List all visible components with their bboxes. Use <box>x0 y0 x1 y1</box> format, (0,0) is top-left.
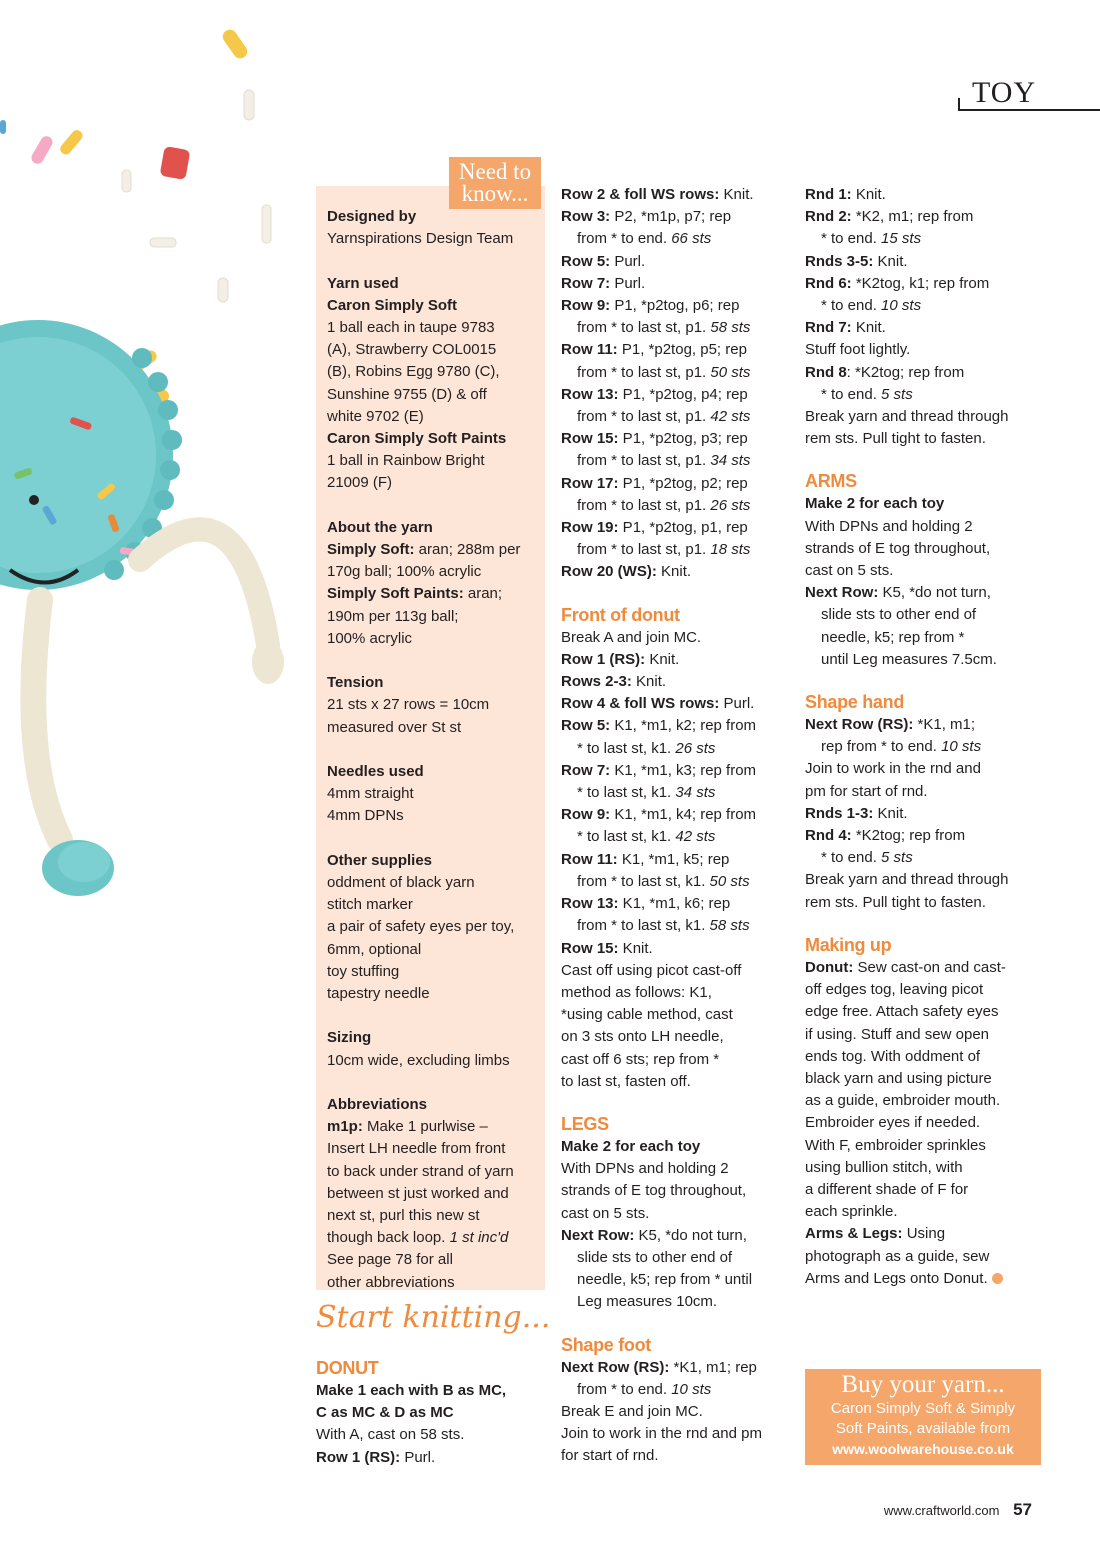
yarn2-name: Caron Simply Soft Paints <box>327 430 507 448</box>
row-text: Purl. <box>610 274 646 292</box>
rnd-2 <box>805 206 1041 228</box>
shape-foot-heading: Shape foot <box>561 1334 651 1355</box>
hand-next-row <box>805 714 1041 736</box>
legs-heading: LEGS <box>561 1113 609 1134</box>
making-text: off edges tog, leaving picot <box>805 981 984 999</box>
stitch-count: 10 sts <box>881 297 922 315</box>
row-text: from * to last st, p1. <box>577 363 711 381</box>
hand-rnd-4 <box>805 825 1041 847</box>
foot-next-cont <box>561 1379 793 1401</box>
row-text: Purl. <box>610 252 646 270</box>
section-rule <box>958 109 1100 111</box>
making-donut-label: Donut: <box>805 958 854 976</box>
row-label: Row 15: <box>561 939 619 957</box>
donut-make-line: Make 1 each with B as MC, <box>316 1382 507 1399</box>
need-to-know-content <box>327 206 539 1316</box>
row-text: from * to last st, p1. <box>577 319 711 337</box>
making-text: if using. Stuff and sew open <box>805 1025 990 1043</box>
abbrev-label: Abbreviations <box>327 1096 428 1114</box>
row-label: Next Row: <box>561 1226 635 1244</box>
row-label: Rnds 3-5: <box>805 252 874 270</box>
row-text: Knit. <box>851 186 886 203</box>
row-label: Row 9: <box>561 806 611 824</box>
abbrev-line: though back loop. <box>327 1229 450 1247</box>
arms-line: cast on 5 sts. <box>805 562 894 580</box>
tension-line: 21 sts x 27 rows = 10cm <box>327 696 490 714</box>
legs-next-row <box>561 1225 793 1247</box>
yarn-used-section <box>327 273 539 495</box>
yarn1-name: Caron Simply Soft <box>327 296 458 314</box>
row-label: Row 2 & foll WS rows: <box>561 186 720 203</box>
yarn1-line: Sunshine 9755 (D) & off <box>327 385 487 403</box>
break-line: Break yarn and thread through <box>805 408 1009 426</box>
legs-line: cast on 5 sts. <box>561 1204 650 1222</box>
row-text: Knit. <box>873 804 908 822</box>
row-5 <box>561 251 793 273</box>
buy-line: Soft Paints, available from <box>835 1420 1011 1437</box>
castoff-line: Cast off using picot cast-off <box>561 961 742 979</box>
making-text: photograph as a guide, sew <box>805 1247 990 1265</box>
front-row-9 <box>561 804 793 826</box>
legs-line: With DPNs and holding 2 <box>561 1160 729 1178</box>
row-label: Rnds 1-3: <box>805 804 874 822</box>
row-text: : *K2tog; rep from <box>846 363 965 381</box>
row-text: from * to last st, k1. <box>577 917 710 935</box>
footer-site-link[interactable]: www.craftworld.com <box>883 1503 1000 1518</box>
row-text: P1, *p2tog, p4; rep <box>618 385 748 403</box>
supplies-label: Other supplies <box>327 851 433 869</box>
tension-label: Tension <box>327 674 384 692</box>
arms-legs-line <box>805 1223 1041 1245</box>
row-text: *K1, m1; <box>913 716 976 734</box>
rnd-7 <box>805 317 1041 339</box>
stitch-count: 66 sts <box>671 230 712 248</box>
about2-line: 190m per 113g ball; <box>327 607 459 625</box>
front-row-11 <box>561 849 793 871</box>
donut-heading: DONUT <box>316 1358 379 1378</box>
about1-line: 170g ball; 100% acrylic <box>327 563 482 581</box>
row-label: Rnd 6: <box>805 274 852 292</box>
page-number: 57 <box>1013 1500 1032 1519</box>
front-rows-2-3 <box>561 671 793 693</box>
making-text: edge free. Attach safety eyes <box>805 1003 999 1021</box>
start-knitting-heading: Start knitting... <box>316 1300 551 1335</box>
making-text: using bullion stitch, with <box>805 1158 963 1176</box>
foot-next-row <box>561 1357 793 1379</box>
need-to-know-tab: Need to know... <box>449 157 541 209</box>
about-label: About the yarn <box>327 518 433 536</box>
abbrev-see: other abbreviations <box>327 1273 455 1291</box>
donut-toy-photo <box>0 0 310 900</box>
abbreviations-section <box>327 1094 539 1294</box>
stitch-count: 50 sts <box>709 872 750 890</box>
row-text: Knit. <box>719 186 754 203</box>
hand-line: pm for start of rnd. <box>805 782 928 800</box>
stitch-count: 58 sts <box>710 319 751 337</box>
yarn2-line: 21009 (F) <box>327 474 393 492</box>
buy-line: Caron Simply Soft & Simply <box>830 1400 1016 1417</box>
row-19 <box>561 517 793 539</box>
pattern-column-1 <box>561 184 793 1468</box>
rnd-6 <box>805 273 1041 295</box>
rnds-3-5 <box>805 251 1041 273</box>
row-text: from * to last st, k1. <box>577 872 710 890</box>
arms-legs-label: Arms & Legs: <box>805 1225 903 1243</box>
front-row-7 <box>561 760 793 782</box>
about1-line: aran; 288m per <box>414 541 521 559</box>
hand-rnds-1-3 <box>805 803 1041 825</box>
legs-next-cont: slide sts to other end of <box>577 1248 733 1266</box>
row-11 <box>561 339 793 361</box>
row-text: Knit. <box>618 939 653 957</box>
making-text: ends tog. With oddment of <box>805 1047 981 1065</box>
about2-name: Simply Soft Paints: <box>327 585 464 603</box>
row-label: Row 19: <box>561 519 619 537</box>
front-row-5 <box>561 715 793 737</box>
row-label: Row 1 (RS): <box>561 650 646 668</box>
front-of-donut-heading: Front of donut <box>561 604 680 625</box>
making-up-heading: Making up <box>805 934 892 955</box>
row-text: Knit. <box>851 319 886 337</box>
arms-line: With DPNs and holding 2 <box>805 517 973 535</box>
abbrev-line: Insert LH needle from front <box>327 1140 506 1158</box>
row-label: Row 13: <box>561 895 619 913</box>
needles-section <box>327 761 539 828</box>
castoff-line: method as follows: K1, <box>561 983 712 1001</box>
donut-section <box>316 1356 546 1469</box>
row-text: from * to end. <box>577 1380 672 1398</box>
stuff-foot: Stuff foot lightly. <box>805 341 911 359</box>
row-text: from * to last st, p1. <box>577 541 711 559</box>
row-text: P1, *p2tog, p2; rep <box>618 474 748 492</box>
row-label: Rnd 1: <box>805 186 852 203</box>
stitch-count: 34 sts <box>710 452 751 470</box>
sizing-value: 10cm wide, excluding limbs <box>327 1051 510 1069</box>
hand-break-line: rem sts. Pull tight to fasten. <box>805 893 986 911</box>
tension-line: measured over St st <box>327 718 462 736</box>
row-text: P1, *p2tog, p6; rep <box>610 297 740 315</box>
row-text: Knit. <box>631 673 667 691</box>
stitch-count: 15 sts <box>881 230 922 248</box>
row-13 <box>561 384 793 406</box>
stitch-count: 42 sts <box>710 408 751 426</box>
yarn2-line: 1 ball in Rainbow Bright <box>327 452 485 470</box>
row-text: from * to last st, p1. <box>577 452 711 470</box>
row-label: Rnd 4: <box>805 827 852 845</box>
row-text: K1, *m1, k5; rep <box>617 850 730 868</box>
row-text: * to end. <box>821 849 882 867</box>
row-label: Next Row (RS): <box>561 1358 670 1376</box>
row-13-cont <box>561 406 793 428</box>
row-label: Row 4 & foll WS rows: <box>561 695 720 713</box>
row-text: P2, *m1p, p7; rep <box>610 208 732 226</box>
row-17 <box>561 473 793 495</box>
row-text: Knit. <box>656 563 692 581</box>
front-row-7-cont <box>561 782 793 804</box>
row-9-cont <box>561 317 793 339</box>
row-text: from * to end. <box>577 230 672 248</box>
row-19-cont <box>561 539 793 561</box>
stitch-count: 42 sts <box>675 828 716 846</box>
abbrev-term: m1p: <box>327 1118 363 1136</box>
designer: Yarnspirations Design Team <box>327 230 514 248</box>
about-yarn-section <box>327 517 539 650</box>
row-text: P1, *p2tog, p5; rep <box>617 341 747 359</box>
row-label: Row 5: <box>561 717 611 735</box>
row-text: Purl. <box>719 695 755 713</box>
row-label: Rows 2-3: <box>561 673 632 691</box>
arms-next-row <box>805 582 1041 604</box>
stitch-count: 26 sts <box>710 496 751 514</box>
arms-line: strands of E tog throughout, <box>805 539 991 557</box>
row-text: Knit. <box>645 650 680 668</box>
rnd-6-cont <box>805 295 1041 317</box>
row-text: K1, *m1, k4; rep from <box>610 806 757 824</box>
foot-line: for start of rnd. <box>561 1447 659 1465</box>
arms-next-cont: until Leg measures 7.5cm. <box>821 650 997 668</box>
sizing-label: Sizing <box>327 1029 372 1047</box>
row-label: Rnd 7: <box>805 319 852 337</box>
row-label: Row 5: <box>561 252 611 270</box>
yarn1-line: (B), Robins Egg 9780 (C), <box>327 363 500 381</box>
hand-rnd-4-cont <box>805 847 1041 869</box>
stitch-count: 50 sts <box>710 363 751 381</box>
arms-next-cont: slide sts to other end of <box>821 606 977 624</box>
stitch-count: 10 sts <box>671 1380 712 1398</box>
abbrev-line: between st just worked and <box>327 1184 509 1202</box>
arms-legs-end <box>805 1268 1041 1290</box>
row-text: *K2tog; rep from <box>851 827 966 845</box>
tension-section <box>327 672 539 739</box>
making-text: With F, embroider sprinkles <box>805 1136 986 1154</box>
row-label: Row 3: <box>561 208 611 226</box>
supplies-section <box>327 850 539 1005</box>
row-text: K5, *do not turn, <box>878 584 991 602</box>
row-text: P1, *p2tog, p3; rep <box>618 430 748 448</box>
row-11-cont <box>561 362 793 384</box>
row-15-cont <box>561 450 793 472</box>
row-text: K5, *do not turn, <box>634 1226 747 1244</box>
row-text: Knit. <box>873 252 908 270</box>
needles-line: 4mm straight <box>327 785 414 803</box>
making-text: black yarn and using picture <box>805 1069 992 1087</box>
row-label: Row 7: <box>561 761 611 779</box>
row-text: * to end. <box>821 385 882 403</box>
making-donut-line <box>805 957 1041 979</box>
row-label: Row 17: <box>561 474 619 492</box>
row-label: Row 11: <box>561 850 618 868</box>
making-text: a different shade of F for <box>805 1180 969 1198</box>
row-20 <box>561 561 793 583</box>
rnd-8-cont <box>805 384 1041 406</box>
sizing-section <box>327 1027 539 1071</box>
about2-line: aran; <box>463 585 503 603</box>
row-text: * to last st, k1. <box>577 739 676 757</box>
row-9 <box>561 295 793 317</box>
castoff-line: to last st, fasten off. <box>561 1072 691 1090</box>
front-row-9-cont <box>561 826 793 848</box>
front-row-11-cont <box>561 871 793 893</box>
front-row-1 <box>561 649 793 671</box>
castoff-line: on 3 sts onto LH needle, <box>561 1028 724 1046</box>
row-label: Row 13: <box>561 385 619 403</box>
making-text: each sprinkle. <box>805 1203 898 1221</box>
supplies-line: stitch marker <box>327 896 413 914</box>
legs-next-cont: needle, k5; rep from * until <box>577 1271 753 1289</box>
row-label: Next Row (RS): <box>805 716 914 734</box>
page-footer <box>884 1500 1032 1520</box>
designed-by-label: Designed by <box>327 208 417 225</box>
row-3-cont <box>561 228 793 250</box>
yarn1-line: white 9702 (E) <box>327 407 424 425</box>
arms-make: Make 2 for each toy <box>805 495 945 513</box>
arms-next-cont: needle, k5; rep from * <box>821 628 965 646</box>
buy-url-link[interactable]: www.woolwarehouse.co.uk <box>832 1441 1014 1457</box>
stitch-count: 26 sts <box>675 739 716 757</box>
section-label: TOY <box>972 76 1037 109</box>
row-text: Purl. <box>400 1448 436 1466</box>
row-text: * to end. <box>821 297 882 315</box>
row-text: rep from * to end. <box>821 738 942 756</box>
row-label: Next Row: <box>805 584 879 602</box>
front-row-13-cont <box>561 915 793 937</box>
supplies-line: toy stuffing <box>327 962 400 980</box>
stitch-count: 34 sts <box>675 784 716 802</box>
stitch-count: 58 sts <box>709 917 750 935</box>
row-text: *K2, m1; rep from <box>851 208 974 226</box>
arms-heading: ARMS <box>805 471 857 492</box>
front-intro: Break A and join MC. <box>561 628 702 646</box>
row-text: from * to last st, p1. <box>577 408 711 426</box>
row-label: Row 15: <box>561 430 619 448</box>
foot-line: Break E and join MC. <box>561 1402 703 1420</box>
yarn-used-label: Yarn used <box>327 274 399 292</box>
legs-make: Make 2 for each toy <box>561 1137 701 1155</box>
row-text: * to end. <box>821 230 882 248</box>
front-row-15 <box>561 938 793 960</box>
row-label: Row 7: <box>561 274 611 292</box>
row-text: *K1, m1; rep <box>669 1358 757 1376</box>
row-label: Row 1 (RS): <box>316 1448 401 1466</box>
making-text: Sew cast-on and cast- <box>853 958 1006 976</box>
buy-your-yarn-box <box>805 1369 1041 1465</box>
yarn1-line: 1 ball each in taupe 9783 <box>327 319 495 336</box>
row-text: K1, *m1, k2; rep from <box>610 717 757 735</box>
legs-line: strands of E tog throughout, <box>561 1182 747 1200</box>
row-17-cont <box>561 495 793 517</box>
yarn-ball-end-icon <box>992 1273 1003 1284</box>
supplies-line: a pair of safety eyes per toy, <box>327 918 515 936</box>
supplies-line: tapestry needle <box>327 985 430 1003</box>
front-row-13 <box>561 893 793 915</box>
needles-line: 4mm DPNs <box>327 807 404 825</box>
about1-name: Simply Soft: <box>327 541 415 559</box>
row-label: Row 20 (WS): <box>561 563 657 581</box>
abbrev-inc: 1 st inc'd <box>449 1229 509 1247</box>
row-text: P1, *p2tog, p1, rep <box>618 519 748 537</box>
making-text: Arms and Legs onto Donut. <box>805 1269 988 1287</box>
front-row-5-cont <box>561 738 793 760</box>
rnd-8 <box>805 362 1041 384</box>
donut-cast-on: With A, cast on 58 sts. <box>316 1426 465 1444</box>
pattern-column-2 <box>805 184 1041 1290</box>
row-text: *K2tog, k1; rep from <box>851 274 990 292</box>
row-3 <box>561 206 793 228</box>
making-text: Embroider eyes if needed. <box>805 1114 981 1132</box>
about2-line: 100% acrylic <box>327 629 413 647</box>
shape-hand-heading: Shape hand <box>805 692 905 713</box>
abbrev-line: to back under strand of yarn <box>327 1162 514 1180</box>
yarn1-line: (A), Strawberry COL0015 <box>327 341 497 359</box>
row-15 <box>561 428 793 450</box>
row-7 <box>561 273 793 295</box>
hand-next-cont <box>805 736 1041 758</box>
row-text: K1, *m1, k3; rep from <box>610 761 757 779</box>
abbrev-line: next st, purl this new st <box>327 1207 480 1225</box>
row-label: Row 9: <box>561 297 611 315</box>
foot-line: Join to work in the rnd and pm <box>561 1425 762 1443</box>
rnd-1 <box>805 184 1041 206</box>
row-text: K1, *m1, k6; rep <box>618 895 731 913</box>
castoff-line: *using cable method, cast <box>561 1006 733 1024</box>
front-row-4 <box>561 693 793 715</box>
needles-label: Needles used <box>327 763 424 781</box>
row-label: Rnd 8 <box>805 363 847 381</box>
stitch-count: 10 sts <box>941 738 982 756</box>
donut-make-line: C as MC & D as MC <box>316 1404 454 1422</box>
row-label: Row 11: <box>561 341 618 359</box>
stitch-count: 18 sts <box>710 541 751 559</box>
making-text: Using <box>902 1225 946 1243</box>
designed-by-section <box>327 206 539 250</box>
row-text: from * to last st, p1. <box>577 496 711 514</box>
supplies-line: 6mm, optional <box>327 940 422 958</box>
buy-title: Buy your yarn... <box>841 1371 1005 1398</box>
row-label: Rnd 2: <box>805 208 852 226</box>
supplies-line: oddment of black yarn <box>327 874 475 892</box>
making-text: as a guide, embroider mouth. <box>805 1092 1001 1110</box>
row-text: * to last st, k1. <box>577 784 676 802</box>
legs-next-cont: Leg measures 10cm. <box>577 1293 718 1311</box>
donut-row1 <box>316 1447 546 1469</box>
row-text: * to last st, k1. <box>577 828 676 846</box>
stitch-count: 5 sts <box>881 849 913 867</box>
castoff-line: cast off 6 sts; rep from * <box>561 1050 720 1068</box>
hand-line: Join to work in the rnd and <box>805 760 981 778</box>
section-tag <box>958 76 1100 112</box>
hand-break-line: Break yarn and thread through <box>805 871 1009 889</box>
break-line: rem sts. Pull tight to fasten. <box>805 430 986 448</box>
rnd-2-cont <box>805 228 1041 250</box>
stitch-count: 5 sts <box>881 385 913 403</box>
abbrev-line: Make 1 purlwise – <box>362 1118 488 1136</box>
abbrev-see: See page 78 for all <box>327 1251 453 1269</box>
row-2 <box>561 184 793 206</box>
